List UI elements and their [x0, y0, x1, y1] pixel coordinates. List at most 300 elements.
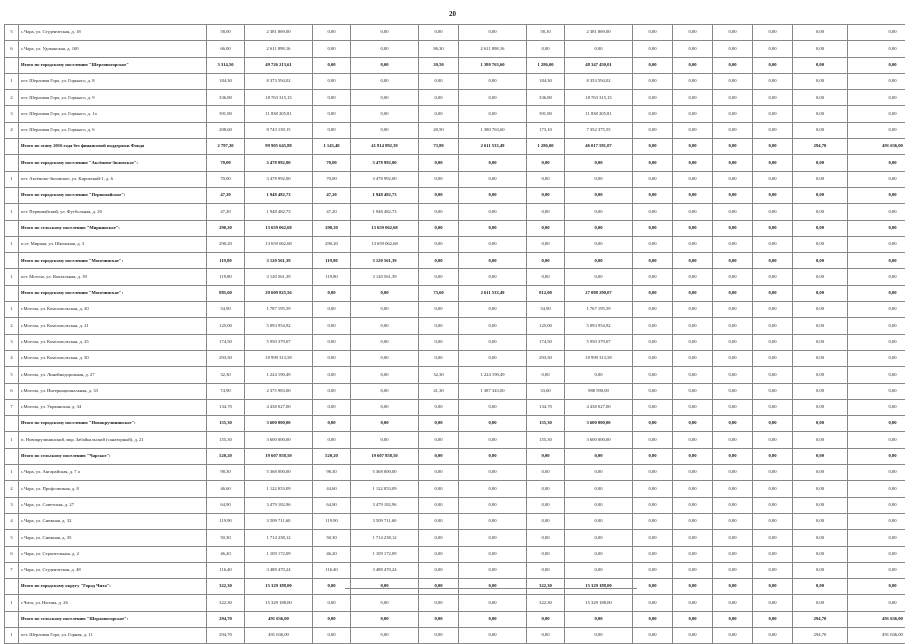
value-cell: 0,00 — [793, 302, 848, 318]
value-cell: 0,00 — [793, 122, 848, 138]
value-cell: 2 375 983,00 — [245, 383, 313, 399]
value-cell: 0,00 — [459, 481, 527, 497]
value-cell: 10 999 313,58 — [245, 350, 313, 366]
value-cell: 0,00 — [713, 513, 753, 529]
value-cell: 0,00 — [713, 627, 753, 643]
value-cell: 13 659 062,68 — [245, 236, 313, 252]
value-cell: 0,00 — [673, 416, 713, 432]
value-cell: 3 478 992,00 — [351, 155, 419, 171]
value-cell: 0,00 — [793, 25, 848, 41]
value-cell: 0,00 — [419, 562, 459, 578]
value-cell: 0,00 — [459, 253, 527, 269]
value-cell: 0,00 — [313, 285, 351, 301]
value-cell: 520,20 — [313, 448, 351, 464]
value-cell: 1 286,00 — [527, 57, 565, 73]
value-cell: 2 797,20 — [207, 139, 245, 155]
value-cell: 155,30 — [527, 432, 565, 448]
value-cell: 0,00 — [459, 106, 527, 122]
value-cell: 46,60 — [207, 481, 245, 497]
value-cell: 0,00 — [313, 416, 351, 432]
value-cell: 0,00 — [565, 611, 633, 627]
value-cell: 0,00 — [633, 318, 673, 334]
value-cell: 0,00 — [565, 367, 633, 383]
value-cell: 0,00 — [313, 90, 351, 106]
value-cell: 0,00 — [419, 627, 459, 643]
address-cell: г.Могоча, ул. Комсомольская, д. 21 — [19, 318, 207, 334]
value-cell: 0,00 — [313, 57, 351, 73]
table-row — [5, 204, 905, 220]
value-cell: 0,00 — [848, 90, 905, 106]
value-cell: 0,00 — [753, 627, 793, 643]
value-cell: 1 948 482,73 — [351, 204, 419, 220]
value-cell: 0,00 — [793, 269, 848, 285]
value-cell: 1 714 238,12 — [351, 530, 419, 546]
value-cell: 0,00 — [713, 318, 753, 334]
value-cell: 134,70 — [527, 399, 565, 415]
row-number-cell — [5, 448, 19, 464]
value-cell: 0,00 — [351, 627, 419, 643]
address-cell: п. Новокручининский, мкр. Забайкальский (санаторный), д. 21 — [19, 432, 207, 448]
value-cell: 0,00 — [753, 350, 793, 366]
value-cell: 119,80 — [207, 269, 245, 285]
value-cell: 0,00 — [419, 155, 459, 171]
value-cell: 5 093 954,92 — [245, 318, 313, 334]
value-cell: 0,00 — [753, 285, 793, 301]
value-cell: 0,00 — [848, 220, 905, 236]
row-number-cell — [5, 285, 19, 301]
value-cell: 0,00 — [313, 318, 351, 334]
value-cell: 0,00 — [419, 595, 459, 611]
row-number-cell: 4 — [5, 513, 19, 529]
value-cell: 0,00 — [793, 73, 848, 89]
value-cell: 0,00 — [313, 611, 351, 627]
value-cell: 0,00 — [793, 546, 848, 562]
value-cell: 2 611 533,49 — [459, 285, 527, 301]
value-cell: 0,00 — [351, 318, 419, 334]
value-cell: 0,00 — [753, 187, 793, 203]
value-cell: 0,00 — [633, 432, 673, 448]
value-cell: 0,00 — [419, 25, 459, 41]
value-cell: 0,00 — [848, 318, 905, 334]
value-cell: 99 905 645,88 — [245, 139, 313, 155]
value-cell: 0,00 — [848, 465, 905, 481]
value-cell: 3 478 992,00 — [245, 155, 313, 171]
value-cell: 0,00 — [848, 383, 905, 399]
table-row — [5, 367, 905, 383]
value-cell: 322,30 — [527, 595, 565, 611]
value-cell: 46 017 581,07 — [565, 139, 633, 155]
value-cell: 3 478 992,00 — [245, 171, 313, 187]
value-cell: 0,00 — [565, 513, 633, 529]
value-cell: 3 488 470,24 — [245, 562, 313, 578]
value-cell: 491 636,00 — [848, 611, 905, 627]
row-number-cell: 1 — [5, 204, 19, 220]
subtotal-label-cell: Итого по этапу 2016 года без финансовой поддержки Фонда — [19, 139, 207, 155]
value-cell: 125,00 — [527, 318, 565, 334]
value-cell: 0,00 — [713, 399, 753, 415]
table-row — [5, 269, 905, 285]
value-cell: 290,20 — [313, 236, 351, 252]
value-cell: 491 636,00 — [848, 627, 905, 643]
value-cell: 4 438 027,00 — [245, 399, 313, 415]
value-cell: 0,00 — [713, 334, 753, 350]
value-cell: 0,00 — [673, 432, 713, 448]
value-cell: 0,00 — [713, 269, 753, 285]
value-cell: 0,00 — [793, 236, 848, 252]
value-cell: 49 726 213,61 — [245, 57, 313, 73]
value-cell: 0,00 — [673, 41, 713, 57]
value-cell: 0,00 — [419, 302, 459, 318]
value-cell: 15 329 188,00 — [565, 595, 633, 611]
value-cell: 8 353 594,02 — [565, 73, 633, 89]
row-number-cell: 4 — [5, 122, 19, 138]
value-cell: 0,00 — [459, 546, 527, 562]
value-cell: 0,00 — [793, 106, 848, 122]
value-cell: 0,00 — [848, 497, 905, 513]
value-cell: 0,00 — [313, 579, 351, 595]
value-cell: 0,00 — [313, 399, 351, 415]
value-cell: 293,50 — [527, 350, 565, 366]
value-cell: 32,30 — [419, 367, 459, 383]
address-cell: с.Чара, ул. Советская, д. 27 — [19, 497, 207, 513]
value-cell: 0,00 — [673, 611, 713, 627]
value-cell: 0,00 — [351, 579, 419, 595]
value-cell: 208,60 — [207, 122, 245, 138]
value-cell: 0,00 — [459, 25, 527, 41]
value-cell: 0,00 — [713, 73, 753, 89]
value-cell: 0,00 — [753, 73, 793, 89]
value-cell: 0,00 — [713, 57, 753, 73]
row-number-cell: 6 — [5, 41, 19, 57]
value-cell: 32,30 — [207, 367, 245, 383]
value-cell: 41,30 — [419, 383, 459, 399]
value-cell: 0,00 — [459, 187, 527, 203]
value-cell: 0,00 — [565, 546, 633, 562]
row-number-cell: 2 — [5, 90, 19, 106]
value-cell: 0,00 — [419, 187, 459, 203]
value-cell: 293,50 — [207, 350, 245, 366]
row-number-cell: 1 — [5, 73, 19, 89]
value-cell: 0,00 — [527, 155, 565, 171]
value-cell: 0,00 — [848, 204, 905, 220]
table-row — [5, 383, 905, 399]
value-cell: 0,00 — [527, 627, 565, 643]
value-cell: 0,00 — [565, 253, 633, 269]
row-number-cell — [5, 416, 19, 432]
subtotal-label-cell: Итого по городскому поселению "Шерловогорское" — [19, 57, 207, 73]
table-row — [5, 595, 905, 611]
table-row — [5, 481, 905, 497]
row-number-cell: 1 — [5, 432, 19, 448]
value-cell: 0,00 — [633, 627, 673, 643]
value-cell: 0,00 — [713, 204, 753, 220]
value-cell: 0,00 — [713, 106, 753, 122]
value-cell: 0,00 — [351, 416, 419, 432]
value-cell: 1 109 172,09 — [245, 546, 313, 562]
row-number-cell — [5, 220, 19, 236]
value-cell: 3 600 000,00 — [245, 416, 313, 432]
value-cell: 11 838 205,81 — [245, 106, 313, 122]
value-cell: 1 224 190,49 — [245, 367, 313, 383]
value-cell: 0,00 — [753, 106, 793, 122]
value-cell: 0,00 — [848, 253, 905, 269]
value-cell: 0,00 — [793, 41, 848, 57]
value-cell: 0,00 — [713, 236, 753, 252]
value-cell: 0,00 — [313, 122, 351, 138]
value-cell: 0,00 — [565, 187, 633, 203]
row-number-cell: 6 — [5, 546, 19, 562]
value-cell: 1 122 053,09 — [351, 481, 419, 497]
value-cell: 0,00 — [753, 253, 793, 269]
value-cell: 58,00 — [207, 25, 245, 41]
value-cell: 0,00 — [673, 481, 713, 497]
value-cell: 13 659 062,68 — [351, 236, 419, 252]
value-cell: 0,00 — [633, 41, 673, 57]
value-cell: 13 659 062,68 — [351, 220, 419, 236]
address-cell: с.Чара, ул. Студенческая, д. 48 — [19, 562, 207, 578]
value-cell: 0,00 — [673, 595, 713, 611]
value-cell: 0,00 — [753, 318, 793, 334]
subtotal-row — [5, 155, 905, 171]
value-cell: 184,30 — [527, 73, 565, 89]
value-cell: 0,00 — [753, 367, 793, 383]
value-cell: 1 767 195,59 — [565, 302, 633, 318]
value-cell: 0,00 — [633, 399, 673, 415]
value-cell: 0,00 — [633, 302, 673, 318]
address-cell: пгт. Шерловая Гора, ул. Горького, д. 9 — [19, 90, 207, 106]
value-cell: 0,00 — [351, 595, 419, 611]
value-cell: 491 636,00 — [245, 611, 313, 627]
value-cell: 0,00 — [793, 285, 848, 301]
value-cell: 3 120 561,39 — [351, 253, 419, 269]
value-cell: 15 329 188,00 — [245, 595, 313, 611]
row-number-cell: 2 — [5, 318, 19, 334]
value-cell: 0,00 — [419, 611, 459, 627]
row-number-cell — [5, 611, 19, 627]
value-cell: 0,00 — [633, 595, 673, 611]
row-number-cell: 5 — [5, 25, 19, 41]
value-cell: 27 088 290,07 — [565, 285, 633, 301]
value-cell: 98,30 — [313, 465, 351, 481]
value-cell: 0,00 — [753, 122, 793, 138]
value-cell: 5 950 379,07 — [245, 334, 313, 350]
value-cell: 0,00 — [793, 513, 848, 529]
value-cell: 46,20 — [207, 546, 245, 562]
value-cell: 294,70 — [207, 627, 245, 643]
value-cell: 0,00 — [419, 236, 459, 252]
value-cell: 0,00 — [633, 155, 673, 171]
value-cell: 0,00 — [459, 318, 527, 334]
value-cell: 0,00 — [848, 171, 905, 187]
value-cell: 3 600 000,00 — [565, 416, 633, 432]
value-cell: 0,00 — [419, 546, 459, 562]
value-cell: 0,00 — [713, 220, 753, 236]
value-cell: 0,00 — [419, 513, 459, 529]
value-cell: 0,00 — [459, 448, 527, 464]
value-cell: 0,00 — [848, 285, 905, 301]
value-cell: 1 224 190,49 — [459, 367, 527, 383]
value-cell: 174,50 — [207, 334, 245, 350]
value-cell: 1 286,00 — [527, 139, 565, 155]
value-cell: 0,00 — [527, 220, 565, 236]
value-cell: 0,00 — [793, 350, 848, 366]
subtotal-row — [5, 285, 905, 301]
value-cell: 0,00 — [753, 383, 793, 399]
value-cell: 0,00 — [351, 122, 419, 138]
subtotal-row — [5, 448, 905, 464]
value-cell: 0,00 — [419, 269, 459, 285]
value-cell: 0,00 — [565, 627, 633, 643]
value-cell: 1 380 763,60 — [459, 57, 527, 73]
value-cell: 0,00 — [793, 171, 848, 187]
value-cell: 0,00 — [313, 432, 351, 448]
value-cell: 0,00 — [633, 285, 673, 301]
address-cell: пгт. Аксёново-Зиловское, ул. Кировский-1, д. 6 — [19, 171, 207, 187]
value-cell: 0,00 — [848, 57, 905, 73]
value-cell: 1 387 343,00 — [459, 383, 527, 399]
value-cell: 0,00 — [848, 481, 905, 497]
value-cell: 0,00 — [793, 187, 848, 203]
value-cell: 0,00 — [848, 546, 905, 562]
table-row — [5, 334, 905, 350]
value-cell: 19 607 858,50 — [351, 448, 419, 464]
value-cell: 0,00 — [713, 383, 753, 399]
value-cell: 294,70 — [793, 139, 848, 155]
row-number-cell: 3 — [5, 334, 19, 350]
row-number-cell: 4 — [5, 350, 19, 366]
value-cell: 322,30 — [527, 579, 565, 595]
value-cell: 0,00 — [753, 139, 793, 155]
value-cell: 3 600 000,00 — [565, 432, 633, 448]
value-cell: 0,00 — [753, 57, 793, 73]
value-cell: 0,00 — [633, 90, 673, 106]
table-row — [5, 318, 905, 334]
value-cell: 0,00 — [527, 236, 565, 252]
value-cell: 0,00 — [459, 73, 527, 89]
value-cell: 2 611 898,16 — [245, 41, 313, 57]
value-cell: 0,00 — [793, 90, 848, 106]
value-cell: 50,30 — [207, 530, 245, 546]
value-cell: 0,00 — [753, 579, 793, 595]
table-row — [5, 546, 905, 562]
value-cell: 294,70 — [793, 627, 848, 643]
value-cell: 0,00 — [633, 334, 673, 350]
value-cell: 0,00 — [673, 139, 713, 155]
value-cell: 0,00 — [351, 57, 419, 73]
value-cell: 0,00 — [848, 155, 905, 171]
value-cell: 491 636,00 — [245, 627, 313, 643]
value-cell: 0,00 — [713, 432, 753, 448]
value-cell: 0,00 — [527, 367, 565, 383]
value-cell: 391,80 — [527, 106, 565, 122]
value-cell: 0,00 — [351, 106, 419, 122]
value-cell: 0,00 — [313, 25, 351, 41]
value-cell: 0,00 — [419, 579, 459, 595]
subtotal-label-cell: Итого по сельскому поселению "Чарское": — [19, 448, 207, 464]
value-cell: 0,00 — [565, 465, 633, 481]
housing-program-table — [4, 24, 905, 644]
value-cell: 33,60 — [527, 383, 565, 399]
value-cell: 0,00 — [848, 302, 905, 318]
value-cell: 1 948 482,73 — [351, 187, 419, 203]
value-cell: 1 948 482,73 — [245, 187, 313, 203]
value-cell: 0,00 — [848, 73, 905, 89]
value-cell: 0,00 — [793, 497, 848, 513]
value-cell: 0,00 — [673, 155, 713, 171]
value-cell: 0,00 — [713, 302, 753, 318]
value-cell: 119,80 — [313, 253, 351, 269]
value-cell: 1 380 763,60 — [459, 122, 527, 138]
value-cell: 0,00 — [753, 465, 793, 481]
address-cell: с.Чара, ул. Студенческая, д. 18 — [19, 25, 207, 41]
value-cell: 0,00 — [753, 416, 793, 432]
table-row — [5, 627, 905, 643]
value-cell: 0,00 — [313, 383, 351, 399]
table-row — [5, 465, 905, 481]
value-cell: 174,50 — [527, 334, 565, 350]
subtotal-label-cell: Итого по городскому поселению "Первомайское": — [19, 187, 207, 203]
subtotal-row — [5, 187, 905, 203]
value-cell: 47,20 — [207, 187, 245, 203]
value-cell: 0,00 — [848, 416, 905, 432]
value-cell: 3 120 561,39 — [245, 269, 313, 285]
subtotal-row — [5, 416, 905, 432]
value-cell: 0,00 — [793, 579, 848, 595]
value-cell: 0,00 — [753, 513, 793, 529]
value-cell: 0,00 — [459, 155, 527, 171]
value-cell: 8 743 139,15 — [245, 122, 313, 138]
value-cell: 290,20 — [207, 220, 245, 236]
value-cell: 70,00 — [207, 155, 245, 171]
value-cell: 5 093 954,92 — [565, 318, 633, 334]
value-cell: 0,00 — [673, 383, 713, 399]
value-cell: 0,00 — [313, 41, 351, 57]
value-cell: 0,00 — [793, 253, 848, 269]
value-cell: 66,00 — [207, 41, 245, 57]
address-cell: пгт. Шерловая Гора, ул. Горького, д. 1а — [19, 106, 207, 122]
value-cell: 0,00 — [793, 204, 848, 220]
value-cell: 0,00 — [313, 73, 351, 89]
table-row — [5, 530, 905, 546]
value-cell: 0,00 — [459, 627, 527, 643]
value-cell: 0,00 — [673, 171, 713, 187]
row-number-cell — [5, 187, 19, 203]
value-cell: 11 838 205,81 — [565, 106, 633, 122]
value-cell: 0,00 — [459, 497, 527, 513]
value-cell: 0,00 — [713, 546, 753, 562]
value-cell: 0,00 — [419, 204, 459, 220]
value-cell: 0,00 — [848, 106, 905, 122]
value-cell: 0,00 — [848, 530, 905, 546]
value-cell: 0,00 — [459, 302, 527, 318]
table-row — [5, 399, 905, 415]
value-cell: 0,00 — [673, 318, 713, 334]
value-cell: 3 509 711,60 — [351, 513, 419, 529]
table-row — [5, 513, 905, 529]
row-number-cell: 3 — [5, 497, 19, 513]
address-cell: с.Чара, ул. Удоканская, д. 100 — [19, 41, 207, 57]
value-cell: 0,00 — [419, 530, 459, 546]
value-cell: 0,00 — [527, 204, 565, 220]
value-cell: 64,90 — [207, 497, 245, 513]
value-cell: 0,00 — [793, 155, 848, 171]
value-cell: 0,00 — [673, 73, 713, 89]
value-cell: 0,00 — [713, 416, 753, 432]
value-cell: 0,00 — [753, 611, 793, 627]
value-cell: 0,00 — [753, 530, 793, 546]
value-cell: 184,30 — [207, 73, 245, 89]
value-cell: 0,00 — [793, 416, 848, 432]
